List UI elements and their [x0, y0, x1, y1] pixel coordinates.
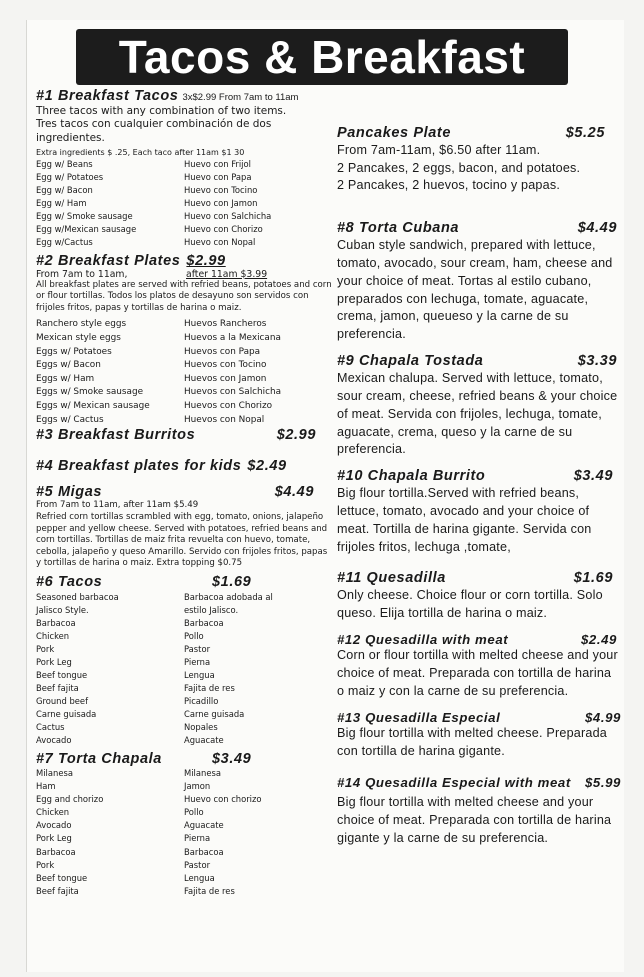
menu-option: Ground beef	[36, 695, 89, 706]
menu-option: Huevos con Chorizo	[184, 401, 273, 412]
menu-option: estilo Jalisco.	[184, 604, 239, 615]
item-description: Mexican chalupa. Served with lettuce, tomato, sour cream, cheese, refried beans & your choice of meat. Servida con frijoles, lechuga, tomate, aguacate, crema, queso y la carne de su preferencia.	[337, 370, 618, 457]
item-price: $2.49	[247, 457, 287, 474]
menu-item-torta-cubana	[337, 220, 621, 344]
item-price: $2.99	[276, 427, 316, 444]
menu-option: Barbacoa	[184, 617, 224, 628]
menu-option: Pollo	[184, 630, 204, 641]
menu-option: Cactus	[36, 721, 65, 732]
menu-option: Milanesa	[184, 768, 221, 779]
menu-option: Eggs w/ Bacon	[36, 360, 101, 371]
item-name: #10 Chapala Burrito	[337, 468, 486, 485]
menu-option: Huevo con Chorizo	[184, 224, 263, 235]
menu-option: Huevo con Tocino	[184, 185, 258, 196]
item-name: Pancakes Plate	[337, 125, 451, 141]
menu-option: Chicken	[36, 630, 70, 641]
menu-title: Tacos & Breakfast	[118, 31, 526, 83]
item-price: $4.49	[274, 483, 314, 500]
menu-option: Egg w/Mexican sausage	[36, 224, 137, 235]
item-hours: From 7am to 11am,	[36, 268, 128, 280]
menu-option: Carne guisada	[184, 708, 245, 719]
menu-option: Egg w/Cactus	[36, 237, 93, 248]
menu-option: Jamon	[184, 781, 211, 792]
menu-option: Barbacoa adobada al	[184, 591, 273, 602]
menu-item-breakfast-plates	[36, 253, 332, 427]
menu-option: Huevo con Frijol	[184, 158, 251, 169]
menu-option: Huevos con Papa	[184, 346, 261, 357]
item-description: Big flour tortilla with melted cheese. Preparada con tortilla de harina gigante.	[337, 725, 608, 758]
item-description: All breakfast plates are served with refried beans, potatoes and corn or flour tortillas. Todos los platos de desayuno son servidos con frijoles fritos, papas y tortillas de harina o maiz.	[36, 279, 332, 313]
menu-item-torta-chapala	[36, 751, 332, 898]
menu-option: Fajita de res	[184, 885, 235, 896]
menu-item-quesadilla	[337, 570, 621, 622]
item-name: #7 Torta Chapala	[36, 750, 162, 767]
menu-option: Egg w/ Bacon	[36, 185, 93, 196]
menu-option: Seasoned barbacoa	[36, 591, 119, 602]
menu-option: Eggs w/ Ham	[36, 373, 95, 384]
left-column	[36, 88, 332, 898]
menu-option: Egg w/ Beans	[36, 158, 93, 169]
menu-item-migas	[36, 484, 332, 570]
menu-option: Egg w/ Potatoes	[36, 172, 104, 182]
menu-option: Beef tongue	[36, 669, 88, 680]
item-name: #3 Breakfast Burritos	[36, 427, 196, 444]
item-price: $2.49	[580, 631, 617, 647]
menu-option: Eggs w/ Mexican sausage	[36, 401, 150, 412]
menu-item-chapala-tostada	[337, 353, 621, 459]
item-name: #5 Migas	[36, 483, 103, 500]
menu-option: Aguacate	[184, 734, 224, 745]
item-price: $5.99	[584, 774, 621, 790]
menu-item-chapala-burrito	[337, 468, 621, 556]
menu-option: Chicken	[36, 807, 70, 818]
item-name: #13 Quesadilla Especial	[337, 709, 501, 725]
item-description: Corn or flour tortilla with melted cheese and your choice of meat. Preparada con tortilla de harina o maiz y con la carne de su preferencia.	[337, 648, 618, 698]
item-description: From 7am to 11am, after 11am $5.49 Refried corn tortillas scrambled with egg, tomato, onions, jalapeño pepper and yellow cheese. Served with potatoes, refried beans and corn tortillas. Tortillas de maiz frita revuelta con huevo, tomate, cebolla, jalapeño y queso Amarillo. Servido con frijoles fritos, papas y tortillas de harina o maiz. Extra topping $0.75	[36, 500, 328, 569]
menu-option: Huevos con Tocino	[184, 360, 267, 371]
menu-option: Ranchero style eggs	[36, 319, 127, 330]
menu-option: Fajita de res	[184, 682, 235, 693]
menu-option: Avocado	[36, 734, 72, 745]
menu-option: Huevo con chorizo	[184, 794, 262, 805]
menu-option: Pierna	[184, 656, 211, 667]
menu-banner	[76, 29, 568, 85]
item-price: $5.25	[565, 125, 605, 141]
item-name: #8 Torta Cubana	[337, 220, 460, 237]
menu-option: Mexican style eggs	[36, 332, 121, 343]
menu-option: Egg and chorizo	[36, 794, 104, 805]
menu-item-pancakes-plate	[337, 125, 621, 195]
item-price: $1.69	[212, 573, 252, 590]
item-name: #6 Tacos	[36, 573, 103, 590]
item-description: Cuban style sandwich, prepared with lettuce, tomato, avocado, sour cream, ham, cheese and your choice of meat. Tortas al estilo cubano, preparados con lechuga, tomate, aguacate, crema, jamon, queueso y la carne de su preferencia.	[337, 237, 613, 342]
item-description: Big flour tortilla.Served with refried beans, lettuce, tomato, avocado and your choice of meat. Tortilla de harina gigante. Servida con frijoles fritos, lechuga ,tomate,	[337, 485, 592, 554]
extra-ingredients-note: Extra ingredients $ .25, Each taco after 11am $1 30	[36, 147, 245, 157]
menu-option: Beef fajita	[36, 885, 79, 896]
item-name: #2 Breakfast Plates	[36, 253, 181, 270]
menu-option: Lengua	[184, 872, 215, 883]
menu-option: Huevo con Nopal	[184, 237, 256, 248]
menu-option: Huevos Rancheros	[184, 319, 267, 330]
menu-option: Egg w/ Smoke sausage	[36, 211, 133, 222]
menu-option: Ham	[36, 781, 56, 792]
menu-option: Eggs w/ Smoke sausage	[36, 387, 144, 398]
menu-option: Aguacate	[184, 820, 224, 831]
menu-option: Lengua	[184, 669, 215, 680]
menu-option: Jalisco Style.	[36, 604, 89, 615]
menu-option: Pastor	[184, 643, 211, 654]
item-price: $1.69	[573, 570, 613, 587]
menu-option: Nopales	[184, 721, 218, 732]
menu-item-quesadilla-especial-with-meat	[337, 775, 621, 848]
item-options	[36, 158, 332, 249]
menu-option: Milanesa	[36, 768, 73, 779]
item-name: #9 Chapala Tostada	[337, 353, 484, 370]
item-name: #4 Breakfast plates for kids	[36, 457, 242, 474]
menu-option: Huevos con Salchicha	[184, 387, 282, 398]
item-price: $3.39	[577, 353, 617, 370]
menu-option: Avocado	[36, 820, 72, 831]
menu-option: Barbacoa	[36, 846, 76, 857]
item-name: #11 Quesadilla	[337, 570, 446, 587]
item-description: Big flour tortilla with melted cheese and your choice of meat. Preparada con tortilla de harina gigante y la carne de su preferencia.	[337, 794, 612, 845]
menu-option: Huevos con Nopal	[184, 414, 265, 425]
item-price: $4.99	[584, 709, 621, 725]
item-description: From 7am-11am, $6.50 after 11am. 2 Pancakes, 2 eggs, bacon, and potatoes. 2 Pancakes, 2 huevos, tocino y papas.	[337, 142, 581, 193]
right-column	[337, 125, 621, 847]
menu-item-breakfast-tacos	[36, 88, 332, 249]
item-price: $3.49	[212, 750, 252, 767]
item-name: #14 Quesadilla Especial with meat	[337, 774, 571, 790]
menu-option: Beef fajita	[36, 682, 79, 693]
menu-option: Barbacoa	[36, 617, 76, 628]
menu-option: Huevos con Jamon	[184, 373, 267, 384]
menu-item-quesadilla-with-meat	[337, 632, 621, 701]
menu-item-quesadilla-especial	[337, 710, 621, 761]
menu-item-breakfast-burritos	[36, 427, 332, 444]
item-name: #1 Breakfast Tacos	[36, 88, 179, 104]
menu-option: Pastor	[184, 859, 211, 870]
menu-option: Carne guisada	[36, 708, 97, 719]
item-name: #12 Quesadilla with meat	[337, 631, 509, 647]
menu-option: Huevo con Jamon	[184, 198, 258, 209]
menu-option: Beef tongue	[36, 872, 88, 883]
item-late-price: after 11am $3.99	[186, 268, 268, 280]
item-options	[36, 318, 332, 427]
item-options	[36, 591, 332, 747]
menu-option: Eggs w/ Potatoes	[36, 346, 112, 357]
item-description: Only cheese. Choice flour or corn tortilla. Solo queso. Elija tortilla de harina o maiz.	[337, 588, 603, 620]
menu-option: Barbacoa	[184, 846, 224, 857]
menu-option: Huevos a la Mexicana	[184, 332, 281, 343]
menu-option: Pierna	[184, 833, 211, 844]
menu-option: Eggs w/ Cactus	[36, 414, 104, 425]
menu-option: Egg w/ Ham	[36, 198, 87, 209]
item-description: Three tacos with any combination of two items. Tres tacos con cualquier combinación de dos ingredientes.	[36, 104, 287, 144]
menu-option: Pork	[36, 643, 55, 654]
item-price: $4.49	[577, 220, 617, 237]
menu-option: Huevo con Papa	[184, 172, 252, 182]
item-price: $3.49	[573, 468, 613, 485]
menu-option: Pollo	[184, 807, 204, 818]
menu-option: Huevo con Salchicha	[184, 211, 272, 222]
menu-option: Pork Leg	[36, 656, 72, 667]
menu-option: Pork Leg	[36, 833, 72, 844]
menu-option: Picadillo	[184, 695, 219, 706]
item-options	[36, 767, 332, 897]
menu-item-kids-breakfast	[36, 458, 332, 475]
item-note: 3x$2.99 From 7am to 11am	[182, 92, 299, 103]
item-price: $2.99	[186, 253, 226, 270]
menu-item-tacos	[36, 574, 332, 747]
menu-option: Pork	[36, 859, 55, 870]
